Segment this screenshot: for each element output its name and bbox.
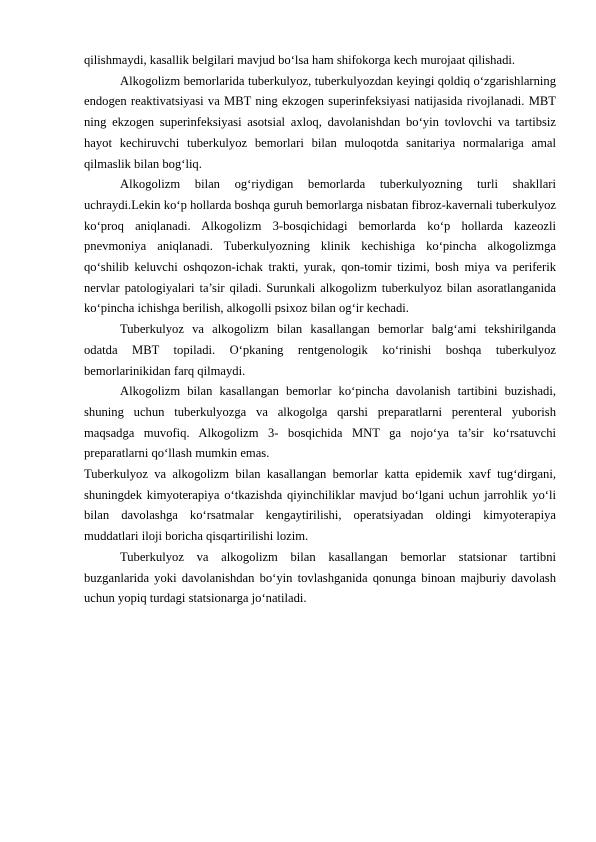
paragraph-pathogenesis: Alkogolizm bemorlarida tuberkulyoz, tuberkulyozdan keyingi qoldiq o‘zgarishlarning endogen reaktivatsiyasi va MBT ning ekzogen superinfeksiyasi natijasida rivojlanadi. MBT ning ekzogen superinfeksiyasi asotsial axloq, davolanishdan bo‘yin tovlovchi va tartibsiz hayot kechiruvchi tuberkulyoz bemorlari bilan muloqotda sanitariya normalariga amal qilmaslik bilan bog‘liq. <box>84 73 556 171</box>
paragraph-clinical-forms: Alkogolizm bilan og‘riydigan bemorlarda tuberkulyozning turli shakllari uchraydi.Lekin ko‘p hollarda boshqa guruh bemorlarga nisbatan fibroz-kavernali tuberkulyoz ko‘proq aniqlanadi. Alkogolizm 3-bosqichidagi bemorlarda ko‘p hollarda kazeozli pnevmoniya aniqlanadi. Tuberkulyozning klinik kechishiga ko‘pincha alkogolizmga qo‘shilib keluvchi oshqozon-ichak trakti, yurak, qon-tomir tizimi, bosh miya va periferik nervlar patologiyalari ta’sir qiladi. Surunkali alkogolizm tuberkulyoz bilan asoratlanganida ko‘pincha ichishga berilish, alkogolli psixoz bilan og‘ir kechadi. <box>84 177 556 316</box>
paragraph-diagnostics: Tuberkulyoz va alkogolizm bilan kasallangan bemorlar balg‘ami tekshirilganda odatda MBT topiladi. O‘pkaning rentgenologik ko‘rinishi boshqa tuberkulyoz bemorlarinikidan farq qilmaydi. <box>84 322 556 378</box>
paragraph-surgery: Tuberkulyoz va alkogolizm bilan kasallangan bemorlar katta epidemik xavf tug‘dirgani, shuningdek kimyoterapiya o‘tkazishda qiyinchiliklar mavjud bo‘lgani uchun jarrohlik yo‘li bilan davolashga ko‘rsatmalar kengaytirilishi, operatsiyadan oldingi kimyoterapiya muddatlari iloji boricha qisqartirilishi lozim. <box>84 467 556 544</box>
paragraph-compulsory-treatment: Tuberkulyoz va alkogolizm bilan kasallangan bemorlar statsionar tartibni buzganlarida yoki davolanishdan bo‘yin tovlashganida qonunga binoan majburiy davolash uchun yopiq turdagi statsionarga jo‘natiladi. <box>84 549 556 606</box>
paragraph-treatment: Alkogolizm bilan kasallangan bemorlar ko‘pincha davolanish tartibini buzishadi, shuning uchun tuberkulyozga va alkogolga qarshi preparatlarni perenteral yuborish maqsadga muvofiq. Alkogolizm 3- bosqichida MNT ga nojo‘ya ta’sir ko‘rsatuvchi preparatlarni qo‘llash mumkin emas. <box>84 384 556 461</box>
paragraph-continuation: qilishmaydi, kasallik belgilari mavjud bo‘lsa ham shifokorga kech murojaat qilishadi. <box>84 53 516 67</box>
document-page <box>84 50 556 609</box>
